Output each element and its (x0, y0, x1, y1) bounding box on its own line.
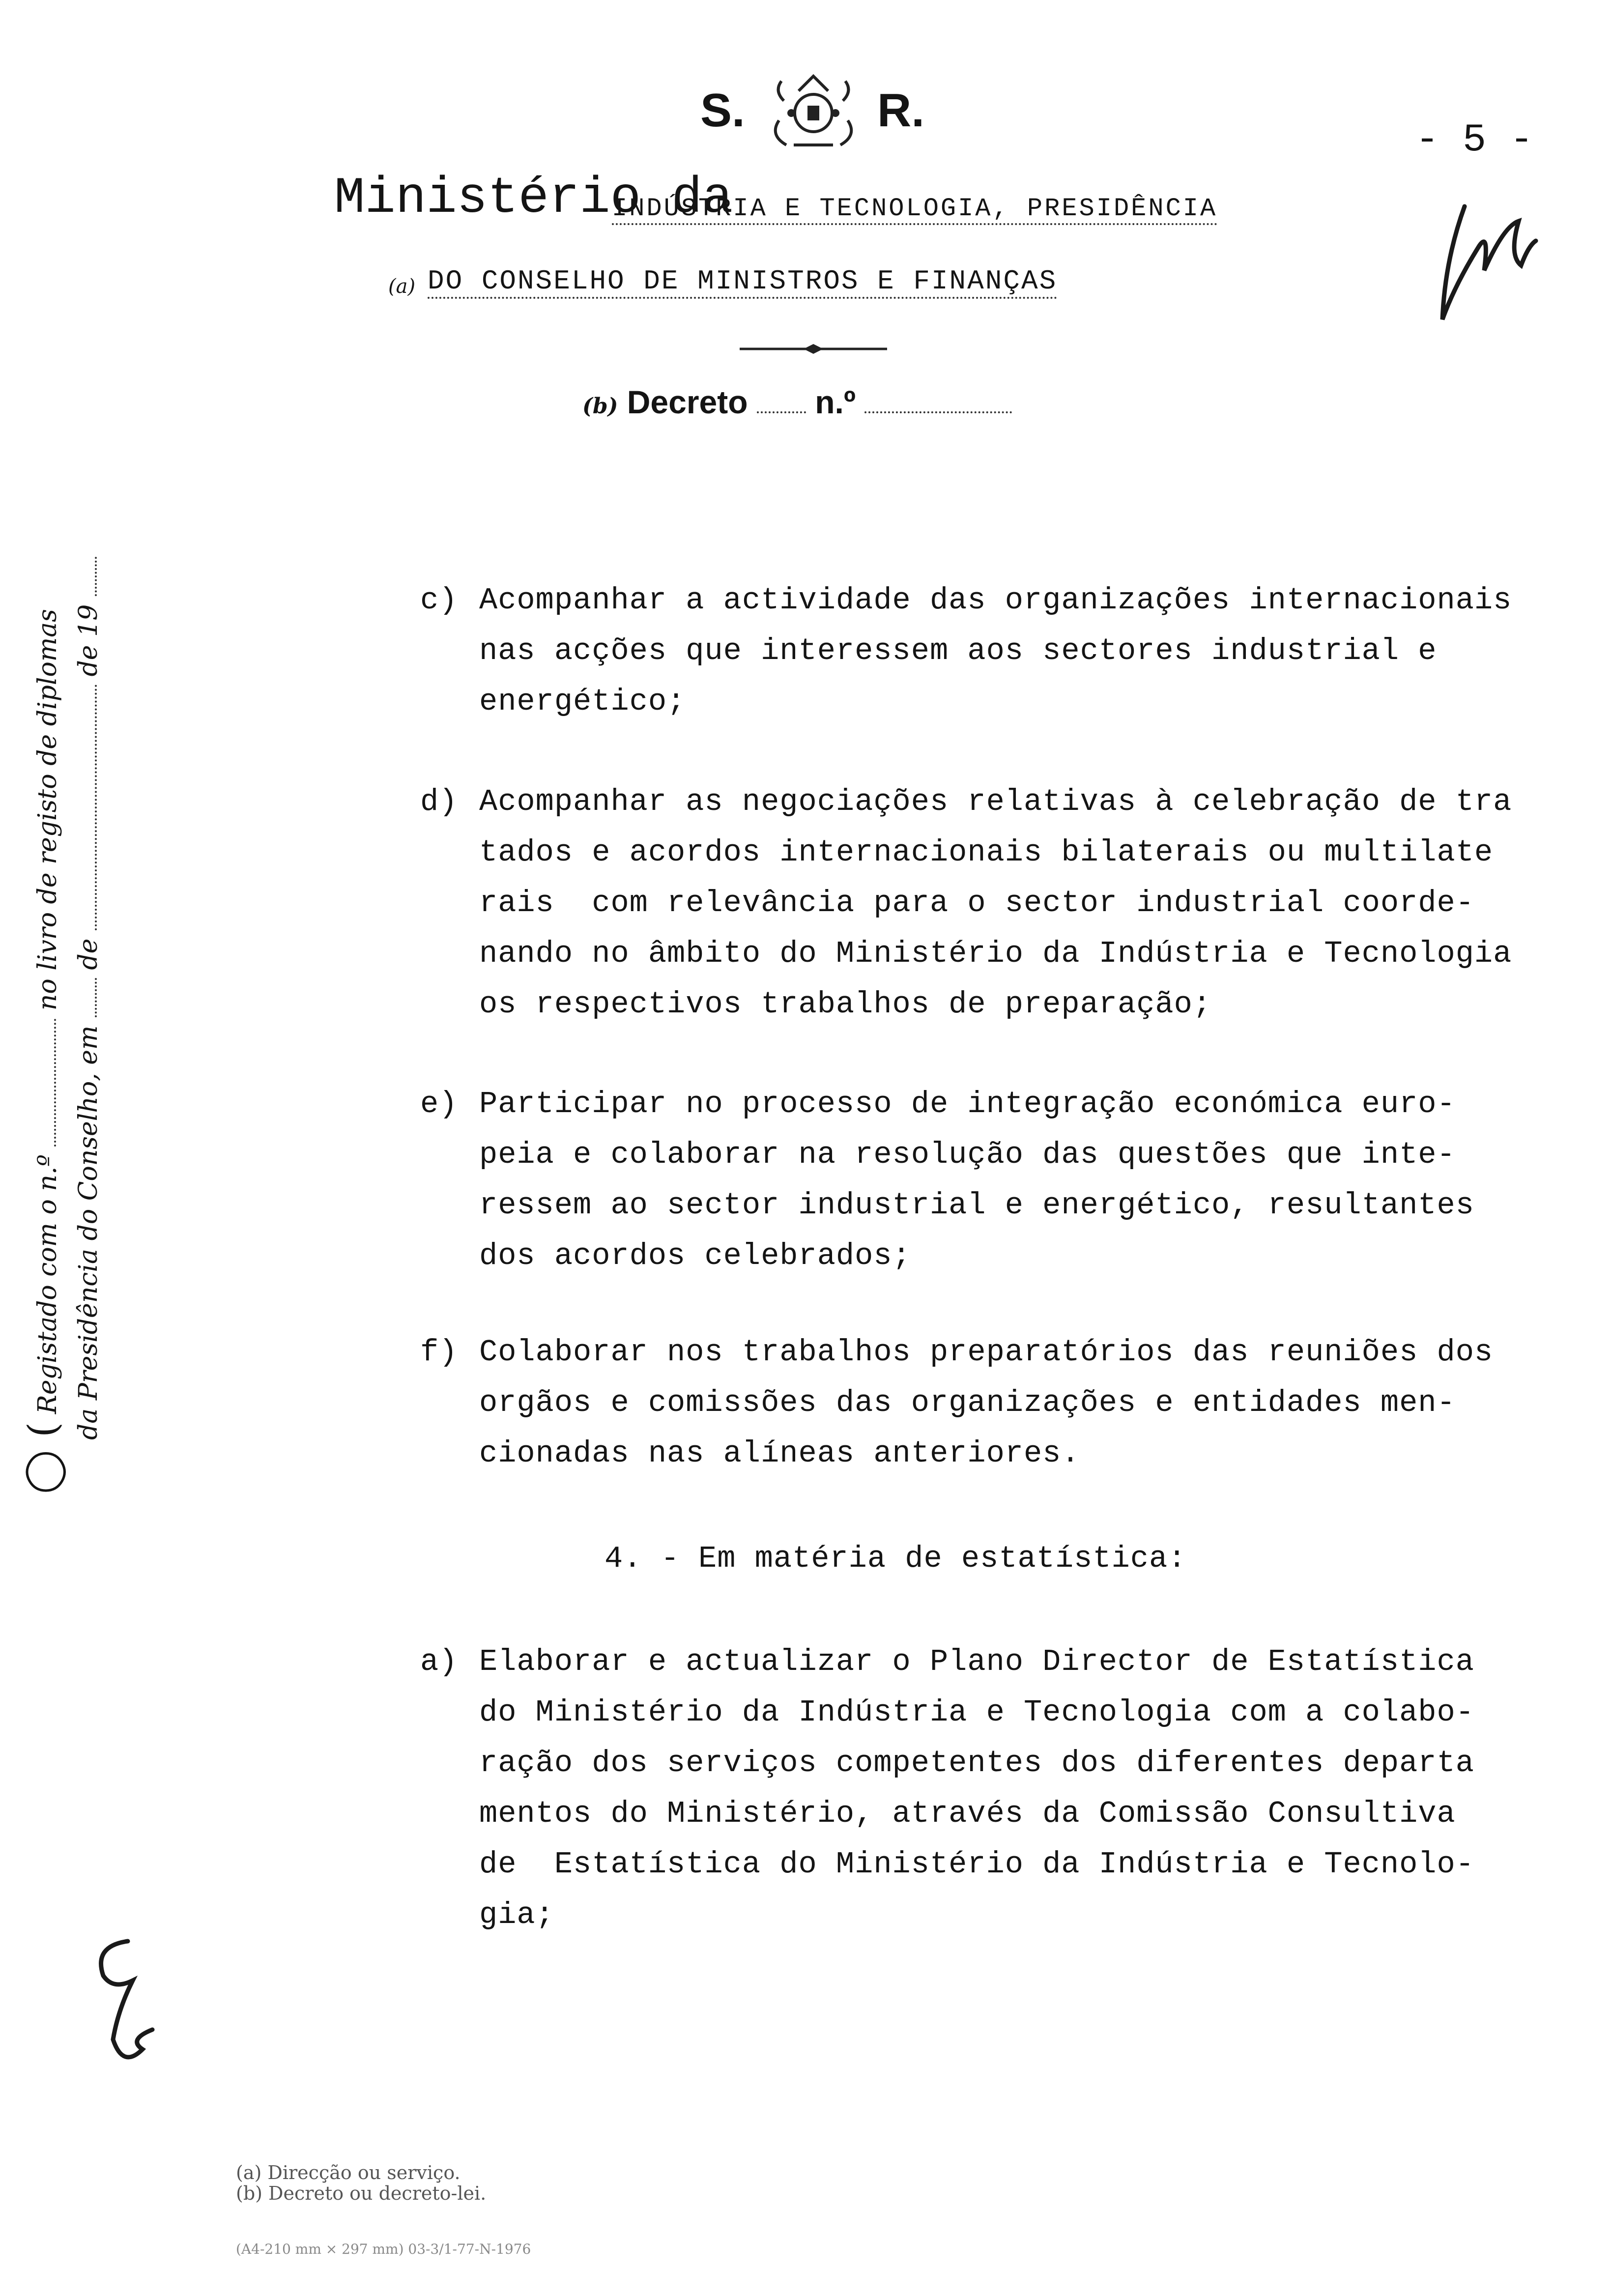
registration-year-blank (95, 557, 97, 596)
registration-month-blank (95, 685, 97, 930)
clause-c-label: c) (420, 583, 458, 618)
registration-margin-note (20, 560, 128, 1494)
header-letter-r: R. (877, 84, 924, 137)
clause-c (420, 575, 1512, 719)
page-number: - 5 - (1415, 118, 1534, 163)
registration-number-label: Registado com o n.º (33, 1154, 62, 1414)
registration-year-label: de 19 (74, 604, 103, 677)
clause-f-label: f) (420, 1335, 458, 1370)
clause-d (420, 776, 1512, 1022)
decree-label: Decreto (627, 384, 748, 420)
registration-date-label: da Presidência do Conselho, em (74, 1025, 103, 1440)
clause-c-text: Acompanhar a actividade das organizações internacionais nas acções que interessem aos sectores industrial e energético; (479, 583, 1512, 719)
clause-e-label: e) (420, 1087, 458, 1121)
registration-number-blank (54, 1019, 56, 1147)
footnote-marker-a: (a) (388, 275, 416, 298)
handwritten-mark (84, 1926, 172, 2074)
coat-of-arms-icon (764, 71, 863, 155)
form-code: (A4-210 mm × 297 mm) 03-3/1-77-N-1976 (236, 2241, 531, 2257)
clause-f-text: Colaborar nos trabalhos preparatórios das reuniões dos orgãos e comissões das organizações e entidades men- cionadas nas alíneas anteriores. (479, 1335, 1494, 1471)
decree-number-label: n.º (815, 384, 856, 420)
registration-day-blank (95, 978, 97, 1017)
footnote-marker-b: (b) (582, 394, 618, 419)
section-heading: 4. - Em matéria de estatística: (604, 1541, 1187, 1576)
decree-line (582, 383, 1012, 421)
registration-book-label: no livro de registo de diplomas (33, 609, 62, 1011)
header-letter-s: S. (700, 84, 745, 137)
clause-a-text: Elaborar e actualizar o Plano Director de Estatística do Ministério da Indústria e Tecnologia com a colabo- ração dos serviços competentes dos diferentes departa mentos do Ministério, através da Comissão Consultiva de Estatística do Ministério da Indústria e Tecnolo- gia; (479, 1644, 1474, 1932)
ministry-prefix: Ministério da (334, 170, 733, 228)
handwritten-initials (1435, 187, 1553, 334)
clause-a (420, 1636, 1474, 1932)
clause-d-label: d) (420, 784, 458, 819)
ministry-name-continued: DO CONSELHO DE MINISTROS E FINANÇAS (428, 265, 1057, 299)
decree-number-blank (864, 411, 1012, 413)
clause-a-label: a) (420, 1644, 458, 1679)
footnote-b: (b) Decreto ou decreto-lei. (236, 2182, 487, 2204)
footnote-a: (a) Direcção ou serviço. (236, 2162, 461, 2183)
circle-mark-icon: ◯ ( (20, 1422, 65, 1494)
clause-e (420, 1079, 1474, 1273)
registration-month-label: de (74, 938, 103, 970)
ministry-name: INDÚSTRIA E TECNOLOGIA, PRESIDÊNCIA (612, 194, 1217, 225)
registration-line-1 (20, 560, 74, 1494)
registration-line-2 (74, 560, 128, 1494)
footnotes (236, 2162, 486, 2204)
clause-d-text: Acompanhar as negociações relativas à celebração de tra tados e acordos internacionais bilaterais ou multilate rais com relevância para o sector industrial coorde- nando no âmbito do Ministério da Indústria e Tecnologia os respectivos trabalhos de preparação; (479, 784, 1512, 1022)
clause-f (420, 1327, 1494, 1471)
decree-type-blank (757, 411, 806, 413)
clause-e-text: Participar no processo de integração económica euro- peia e colaborar na resolução das questões que inte- ressem ao sector industrial e energético, resultantes dos acordos celebrados; (479, 1087, 1474, 1273)
ornamental-divider (740, 343, 887, 355)
